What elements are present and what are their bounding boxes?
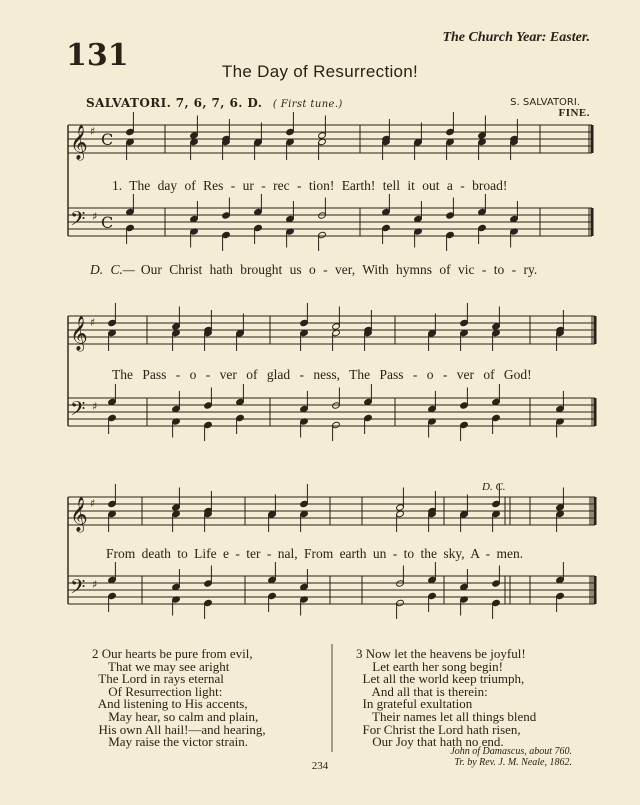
- stanza-line: 3 Now let the heavens be joyful!: [356, 646, 526, 661]
- treble-clef: 𝄞: [70, 125, 88, 160]
- hymn-title: The Day of Resurrection!: [221, 62, 419, 81]
- translator-credit: Tr. by Rev. J. M. Neale, 1862.: [454, 757, 572, 768]
- stanza-line: Of Resurrection light:: [92, 683, 223, 699]
- stanza-line: That we may see aright: [92, 658, 230, 674]
- key-signature: ♯: [92, 210, 98, 223]
- lyric-line-1: 1. The day of Res - ur - rec - tion! Earth! tell it out a - broad!: [112, 178, 508, 193]
- stanza-line: Our Joy that hath no end.: [356, 734, 504, 750]
- stanza-line: His own All hail!—and hearing,: [92, 721, 266, 737]
- stanza-line: And listening to His accents,: [92, 696, 248, 712]
- composer: S. SALVATORI.: [510, 97, 580, 108]
- key-signature: ♯: [90, 316, 96, 329]
- bass-clef: 𝄢: [70, 575, 86, 603]
- bass-clef: 𝄢: [70, 207, 86, 235]
- dc-text: Our Christ hath brought us o - ver, With hymns of vic - to - ry.: [140, 262, 538, 277]
- author-credit: John of Damascus, about 760.: [450, 746, 572, 757]
- stanza-line: For Christ the Lord hath risen,: [356, 721, 521, 737]
- stanza-line: And all that is therein:: [356, 683, 488, 699]
- fine-mark: FINE.: [558, 107, 590, 119]
- stanza-line: Their names let all things blend: [356, 708, 537, 724]
- stanza-line: May hear, so calm and plain,: [92, 708, 259, 724]
- time-signature: C: [101, 130, 114, 149]
- treble-clef: 𝄞: [70, 497, 88, 532]
- dc-prefix: D. C.—: [90, 262, 135, 277]
- stanza-line: May raise the victor strain.: [92, 734, 248, 750]
- dc-mark: D. C.: [482, 481, 506, 493]
- stanza-line: The Lord in rays eternal: [92, 671, 224, 687]
- stanza-line: 2 Our hearts be pure from evil,: [92, 646, 253, 661]
- tune-note: ( First tune.): [272, 99, 343, 110]
- stanza-line: In grateful exultation: [356, 696, 473, 712]
- running-header: The Church Year: Easter.: [442, 30, 590, 45]
- treble-clef: 𝄞: [70, 316, 88, 351]
- time-signature: C: [101, 213, 114, 232]
- key-signature: ♯: [92, 400, 98, 413]
- lyric-line-2: The Pass - o - ver of glad - ness, The Pass - o - ver of God!: [112, 367, 532, 382]
- tune-name: SALVATORI. 7, 6, 7, 6. D.: [86, 96, 263, 110]
- bass-clef: 𝄢: [70, 397, 86, 425]
- page-number: 234: [311, 760, 329, 772]
- hymn-number: 131: [66, 38, 129, 73]
- stanza-line: Let earth her song begin!: [356, 658, 503, 674]
- key-signature: ♯: [90, 125, 96, 138]
- key-signature: ♯: [92, 578, 98, 591]
- lyric-line-3: From death to Life e - ter - nal, From earth un - to the sky, A - men.: [106, 546, 524, 561]
- stanza-line: Let all the world keep triumph,: [356, 671, 525, 687]
- key-signature: ♯: [90, 497, 96, 510]
